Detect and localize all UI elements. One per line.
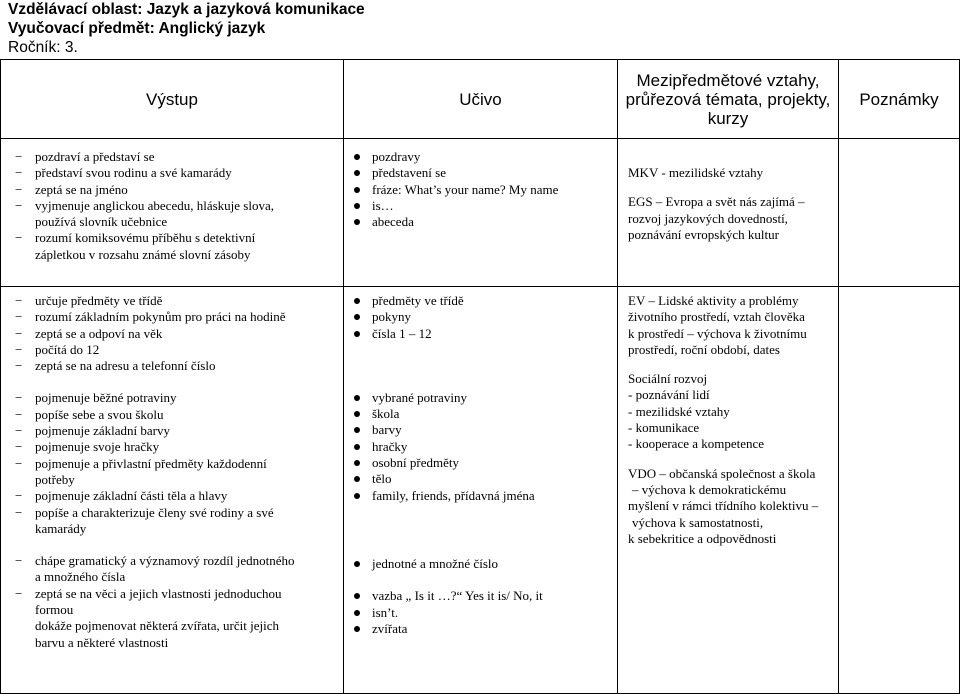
mezi-cell: [618, 139, 839, 287]
vystup-list: [1, 149, 343, 263]
column-header-vystup: Výstup: [1, 60, 344, 139]
list-item: − pojmenuje a přivlastní předměty každodenní: [15, 456, 343, 472]
list-item: čísla 1 – 12: [352, 326, 617, 342]
list-item: vazba „ Is it …?“ Yes it is/ No, it: [352, 588, 617, 604]
mezi-line: - kooperace a kompetence: [628, 436, 765, 452]
list-item: − zeptá se na jméno: [15, 182, 343, 198]
list-item-continuation: isn’t.: [352, 605, 617, 621]
subject-title: Vyučovací předmět: Anglický jazyk: [8, 20, 266, 37]
list-item: abeceda: [352, 214, 617, 230]
list-item: zvířata: [352, 621, 617, 637]
poznamky-cell: [839, 287, 960, 694]
vystup-list: [1, 553, 343, 651]
vystup-list: [1, 293, 343, 374]
curriculum-table: [0, 59, 960, 694]
list-item-continuation: používá slovník učebnice: [35, 214, 168, 230]
column-header-poznamky: Poznámky: [839, 60, 960, 139]
column-header-line: kurzy: [707, 108, 749, 128]
list-item: fráze: What’s your name? My name: [352, 182, 617, 198]
vystup-cell: [1, 139, 344, 287]
grade-label: Ročník: 3.: [8, 39, 78, 56]
mezi-line: EV – Lidské aktivity a problémy: [628, 293, 799, 308]
list-item: hračky: [352, 439, 617, 455]
list-item: − pozdraví a představí se: [15, 149, 343, 165]
vystup-cell: [1, 287, 344, 694]
mezi-line: VDO – občanská společnost a škola: [628, 465, 816, 481]
mezi-line: – výchova k demokratickému: [632, 481, 787, 497]
list-item: tělo: [352, 471, 617, 487]
list-item: osobní předměty: [352, 455, 617, 471]
list-item: představení se: [352, 165, 617, 181]
mezi-line: MKV - mezilidské vztahy: [628, 165, 764, 180]
list-item-continuation: is…: [352, 198, 617, 214]
column-header-mezipredmetove: [618, 60, 839, 139]
column-header-line: Mezipředmětové vztahy,: [636, 70, 820, 90]
list-item-continuation: zápletkou v rozsahu známé slovní zásoby: [35, 246, 251, 262]
ucivo-list: [344, 390, 617, 504]
list-item: škola: [352, 406, 617, 422]
vystup-list: [1, 390, 343, 537]
list-item: − pojmenuje běžné potraviny: [15, 390, 343, 406]
mezi-line: poznávání evropských kultur: [628, 226, 779, 242]
list-item-continuation: barvu a některé vlastnosti: [35, 634, 169, 650]
poznamky-cell: [839, 139, 960, 287]
list-item: − určuje předměty ve třídě: [15, 293, 343, 309]
list-item: − počítá do 12: [15, 342, 343, 358]
list-item: barvy: [352, 422, 617, 438]
ucivo-list: [344, 293, 617, 342]
mezi-line: Sociální rozvoj: [628, 371, 708, 387]
mezi-text: [618, 293, 838, 547]
mezi-line: k prostředí – výchova k životnímu: [628, 325, 807, 341]
ucivo-cell: [344, 287, 618, 694]
list-item: − pojmenuje základní barvy: [15, 423, 343, 439]
mezi-line: k sebekritice a odpovědnosti: [628, 530, 777, 546]
list-item: − popíše sebe a svou školu: [15, 407, 343, 423]
ucivo-cell: [344, 139, 618, 287]
list-item: − rozumí komiksovému příběhu s detektivní: [15, 230, 343, 246]
list-item: − zeptá se na věci a jejich vlastnosti jednoduchou: [15, 586, 343, 602]
mezi-text: [618, 165, 838, 243]
mezi-line: prostředí, roční období, dates: [628, 341, 780, 357]
table-row: [1, 139, 960, 287]
list-item: family, friends, přídavná jména: [352, 488, 617, 504]
subject-area-title: Vzdělávací oblast: Jazyk a jazyková komunikace: [8, 1, 365, 18]
list-item: − popíše a charakterizuje členy své rodiny a své: [15, 505, 343, 521]
list-item-continuation: dokáže pojmenovat některá zvířata, určit jejich: [35, 618, 279, 634]
mezi-line: - mezilidské vztahy: [628, 403, 730, 419]
table-header-row: [1, 60, 960, 139]
mezi-line: EGS – Evropa a svět nás zajímá –: [628, 194, 805, 210]
list-item: − rozumí základním pokynům pro práci na hodině: [15, 309, 343, 325]
mezi-cell: [618, 287, 839, 694]
mezi-line: - komunikace: [628, 420, 700, 436]
ucivo-list: [344, 149, 617, 230]
list-item-continuation: potřeby: [35, 471, 75, 487]
mezi-line: myšlení v rámci třídního kolektivu –: [628, 498, 819, 514]
list-item: pozdravy: [352, 149, 617, 165]
ucivo-list: [344, 556, 617, 572]
mezi-line: rozvoj jazykových dovedností,: [628, 210, 788, 226]
list-item: jednotné a množné číslo: [352, 556, 617, 572]
table-row: [1, 287, 960, 694]
list-item: − pojmenuje svoje hračky: [15, 439, 343, 455]
list-item: − chápe gramatický a významový rozdíl jednotného: [15, 553, 343, 569]
mezi-line: - poznávání lidí: [628, 387, 710, 403]
list-item-continuation: formou: [35, 602, 74, 618]
list-item: − zeptá se a odpoví na věk: [15, 326, 343, 342]
list-item: − zeptá se na adresu a telefonní číslo: [15, 358, 343, 374]
list-item: vybrané potraviny: [352, 390, 617, 406]
mezi-line: životního prostředí, vztah člověka: [628, 309, 805, 325]
mezi-line: výchova k samostatnosti,: [632, 514, 764, 530]
column-header-ucivo: Učivo: [344, 60, 618, 139]
list-item: − vyjmenuje anglickou abecedu, hláskuje slova,: [15, 198, 343, 214]
list-item: předměty ve třídě: [352, 293, 617, 309]
list-item: − pojmenuje základní části těla a hlavy: [15, 488, 343, 504]
column-header-line: průřezová témata, projekty,: [625, 89, 831, 109]
list-item-continuation: kamarády: [35, 520, 87, 536]
ucivo-list: [344, 588, 617, 637]
list-item: − představí svou rodinu a své kamarády: [15, 165, 343, 181]
list-item-continuation: a množného čísla: [35, 569, 126, 585]
list-item: pokyny: [352, 309, 617, 325]
